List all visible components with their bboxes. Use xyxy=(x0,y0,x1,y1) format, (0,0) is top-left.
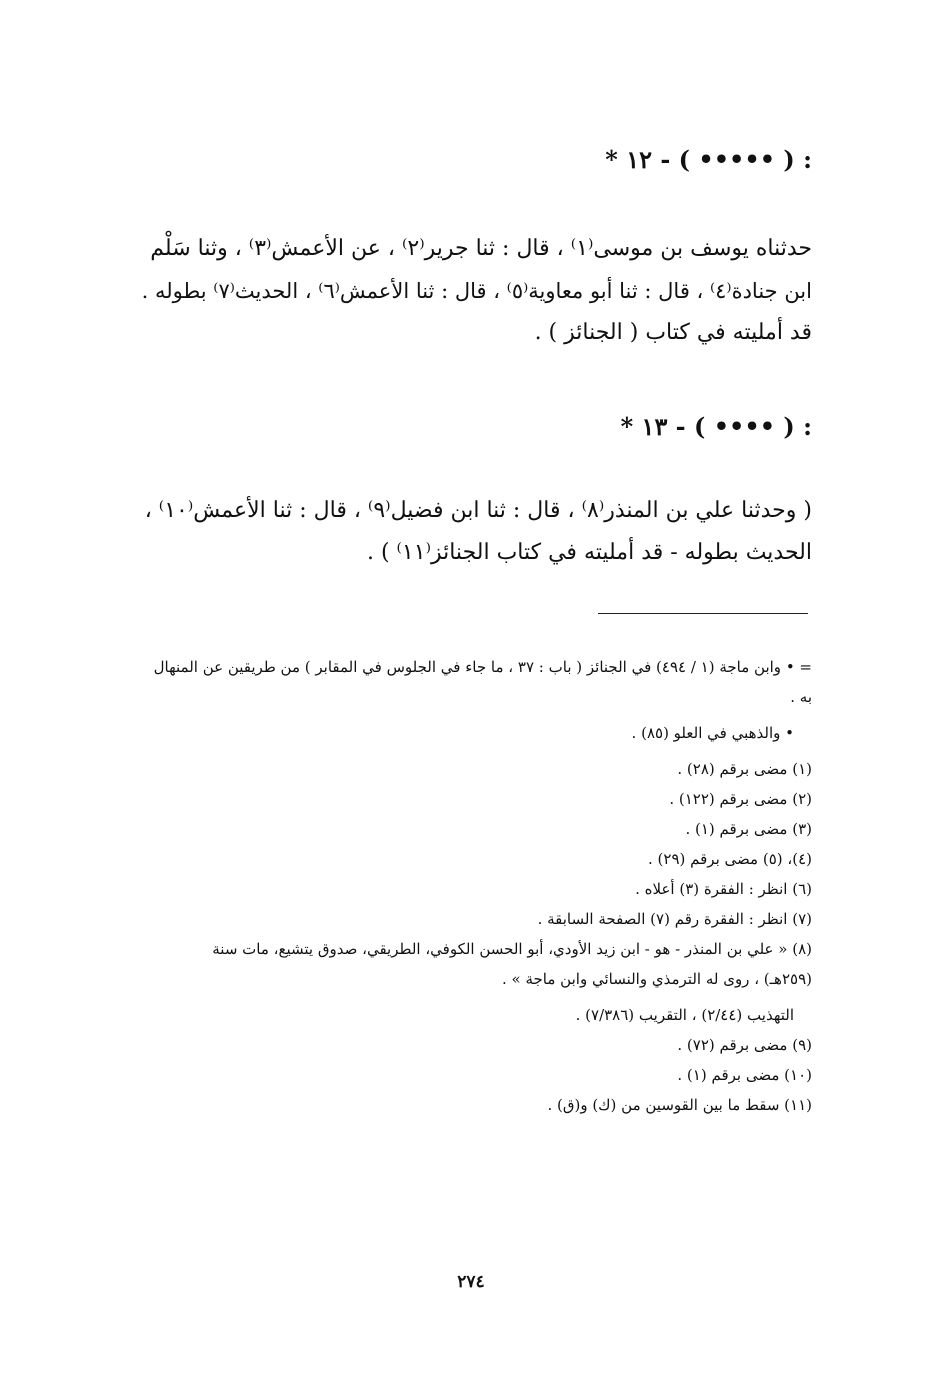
page-number: ٢٧٤ xyxy=(457,1272,485,1292)
footnote-line: = • وابن ماجة (١ / ٤٩٤) في الجنائز ( باب : ٣٧ ، ما جاء في الجلوس في المقابر ) من طريقين عن المنهال xyxy=(153,658,812,676)
text-line: حدثناه يوسف بن موسى⁽١⁾ ، قال : ثنا جرير⁽٢⁾ ، عن الأعمش⁽٣⁾ ، وثنا سَلْم xyxy=(150,236,812,261)
footnote-divider xyxy=(598,613,808,614)
footnotes xyxy=(132,652,812,1120)
footnote-line: (١٠) مضى برقم (١) . xyxy=(677,1066,812,1084)
text-line: الحديث بطوله - قد أمليته في كتاب الجنائز⁽١١⁾ ) . xyxy=(366,540,812,565)
section-heading-12: * ١٢ - ( ••••• ) : xyxy=(605,145,812,174)
footnote-line: (٣) مضى برقم (١) . xyxy=(685,820,812,838)
text-line: ابن جنادة⁽٤⁾ ، قال : ثنا أبو معاوية⁽٥⁾ ، قال : ثنا الأعمش⁽٦⁾ ، الحديث⁽٧⁾ بطوله . xyxy=(141,279,812,303)
text-line: ( وحدثنا علي بن المنذر⁽٨⁾ ، قال : ثنا ابن فضيل⁽٩⁾ ، قال : ثنا الأعمش⁽١٠⁾ ، xyxy=(144,498,812,523)
footnote-line: (٦) انظر : الفقرة (٣) أعلاه . xyxy=(635,880,812,898)
footnote-line: (٢) مضى برقم (١٢٢) . xyxy=(669,790,812,808)
footnote-line: (١) مضى برقم (٢٨) . xyxy=(677,760,812,778)
footnote-line: • والذهبي في العلو (٨٥) . xyxy=(631,724,794,742)
footnote-line: (٢٥٩هـ) ، روى له الترمذي والنسائي وابن ماجة » . xyxy=(502,970,812,988)
footnote-line: به . xyxy=(790,688,812,706)
section-13-text xyxy=(132,490,812,574)
section-12-text xyxy=(132,228,812,354)
text-line: قد أمليته في كتاب ( الجنائز ) . xyxy=(534,320,812,345)
footnote-line: (٤)، (٥) مضى برقم (٢٩) . xyxy=(648,850,812,868)
section-heading-13: * ١٣ - ( •••• ) : xyxy=(620,412,812,441)
footnote-line: (١١) سقط ما بين القوسين من (ك) و(ق) . xyxy=(547,1096,812,1114)
footnote-line: (٧) انظر : الفقرة رقم (٧) الصفحة السابقة . xyxy=(537,910,812,928)
footnote-line: (٨) « علي بن المنذر - هو - ابن زيد الأودي، أبو الحسن الكوفي، الطريقي، صدوق يتشيع، مات سنة xyxy=(212,940,812,958)
footnote-line: (٩) مضى برقم (٧٢) . xyxy=(677,1036,812,1054)
footnote-line: التهذيب (٢/٤٤) ، التقريب (٧/٣٨٦) . xyxy=(575,1006,794,1024)
